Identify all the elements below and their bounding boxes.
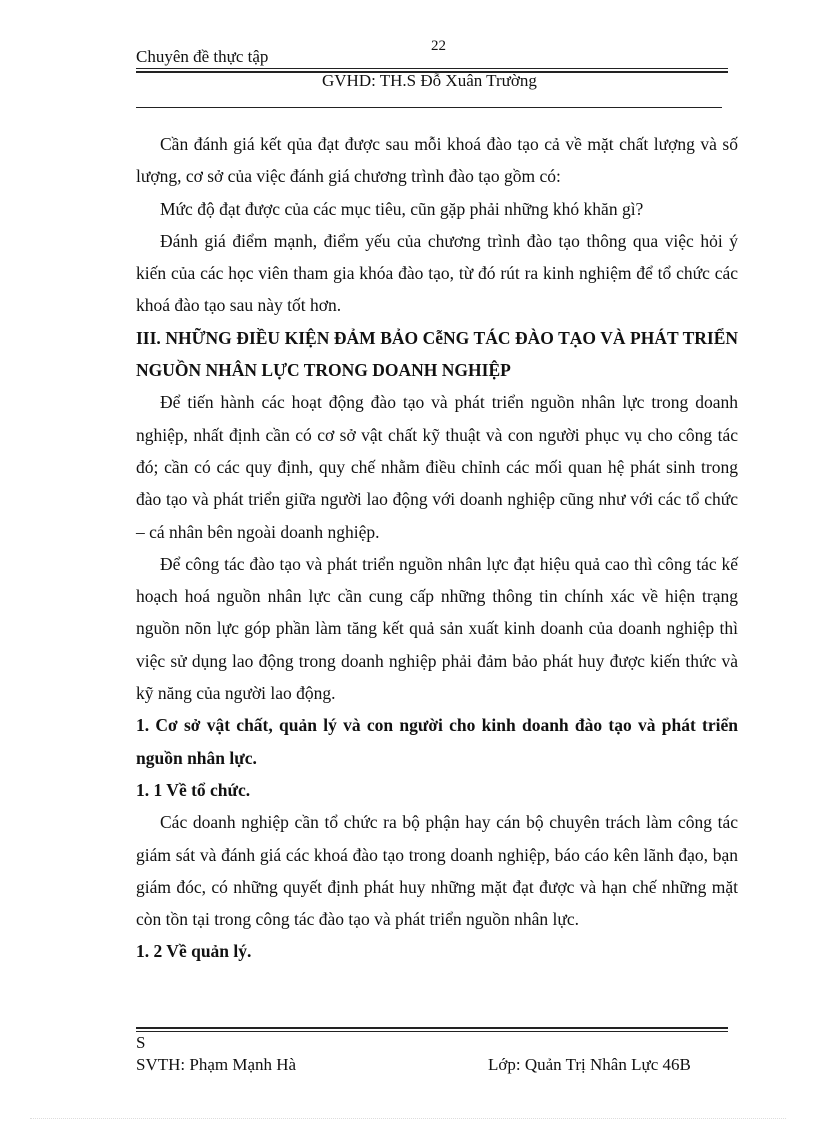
paragraph: Để tiến hành các hoạt động đào tạo và phát triển nguồn nhân lực trong doanh nghiệp, nhất định cần có cơ sở vật chất kỹ thuật và con người phục vụ cho công tác đó; cần có các quy định, quy chế nhằm điều chỉnh các mối quan hệ phát sinh trong đào tạo và phát triển giữa người lao động với doanh nghiệp cũng như với các tổ chức – cá nhân bên ngoài doanh nghiệp.	[136, 392, 738, 542]
footer-rule	[136, 1027, 728, 1029]
footer-class: Lớp: Quản Trị Nhân Lực 46B	[488, 1055, 691, 1074]
footer-rule	[136, 1031, 728, 1032]
paragraph: Mức độ đạt được của các mục tiêu, cũn gặp phải những khó khăn gì?	[160, 198, 644, 219]
subsection-heading: 1. Cơ sở vật chất, quản lý và con người cho kinh doanh đào tạo và phát triển nguồn nhân lực.	[136, 715, 738, 768]
subsection-heading: 1. 2 Về quản lý.	[136, 941, 252, 962]
document-body	[136, 128, 738, 968]
header-rule	[136, 68, 728, 69]
paragraph: Các doanh nghiệp cần tổ chức ra bộ phận hay cán bộ chuyên trách làm công tác giám sát và đánh giá các khoá đào tạo trong doanh nghiệp, báo cáo kên lãnh đạo, bạn giám đóc, có những quyết định phát huy những mặt đạt được và hạn chế những mặt còn tồn tại trong công tác đào tạo và phát triển nguồn nhân lực.	[136, 812, 738, 930]
header-left-title: Chuyên đề thực tập	[136, 47, 269, 66]
footer-student: SVTH: Phạm Mạnh Hà	[136, 1055, 297, 1074]
section-heading: III. NHỮNG ĐIỀU KIỆN ĐẢM BẢO CễNG TÁC ĐÀO TẠO VÀ PHÁT TRIỂN NGUỒN NHÂN LỰC TRONG DOANH NGHIỆP	[136, 327, 738, 381]
paragraph: Cần đánh giá kết qủa đạt được sau mỗi khoá đào tạo cả về mặt chất lượng và số lượng, cơ sở của việc đánh giá chương trình đào tạo gồm có:	[136, 134, 738, 187]
header-underline	[136, 107, 722, 108]
page-bottom-border	[30, 1118, 786, 1119]
page-number: 22	[431, 38, 446, 54]
paragraph: Đánh giá điểm mạnh, điểm yếu của chương trình đào tạo thông qua việc hỏi ý kiến của các học viên tham gia khóa đào tạo, từ đó rút ra kinh nghiệm để tổ chức các khoá đào tạo sau này tốt hơn.	[136, 230, 738, 316]
footer-marker: S	[136, 1033, 146, 1052]
subsection-heading: 1. 1 Về tổ chức.	[136, 779, 251, 800]
header-advisor: GVHD: TH.S Đỗ Xuân Trường	[322, 71, 537, 90]
paragraph: Để công tác đào tạo và phát triển nguồn nhân lực đạt hiệu quả cao thì công tác kế hoạch hoá nguồn nhân lực cần cung cấp những thông tin chính xác về hiện trạng nguồn nõn lực góp phần làm tăng kết quả sản xuất kinh doanh của doanh nghiệp thì việc sử dụng lao động trong doanh nghiệp phải đảm bảo phát huy được kiến thức và kỹ năng của người lao động.	[136, 553, 738, 704]
